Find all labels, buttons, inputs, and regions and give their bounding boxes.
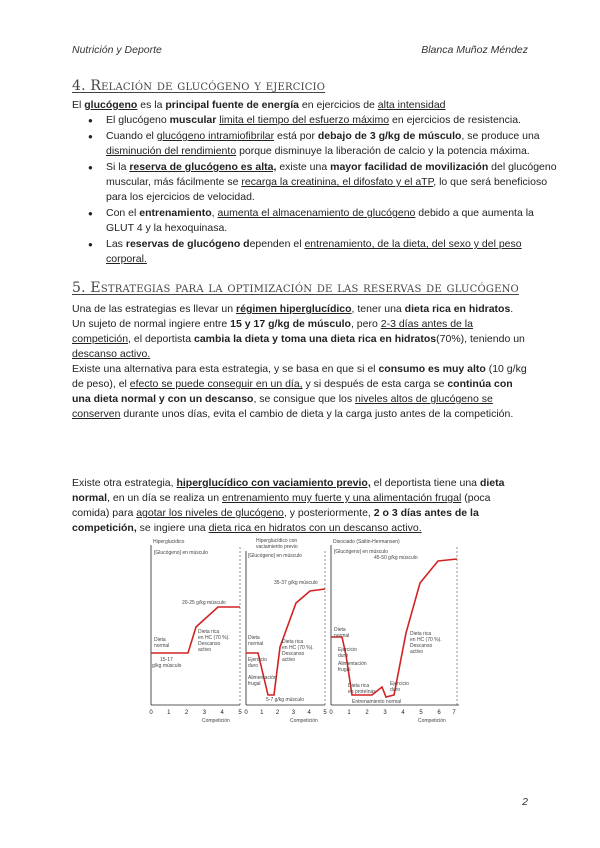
panel-1-normal-label-1: Dieta: [154, 637, 166, 643]
list-item: ● Si la reserva de glucógeno es alta, existe una mayor facilidad de movilización del glucógeno muscular, más fácilmente se recarga la creatinina, el difosfato y el aTP, lo que será beneficioso para los ejercicios de velocidad.: [106, 160, 562, 205]
panel-3-protein-label-2: en proteínas: [348, 689, 376, 695]
panel-3-exercise-label-1: Ejercicio: [338, 647, 357, 653]
panel-3-tick: 6: [437, 710, 441, 716]
panel-1-ylabel: [Glucógeno] en músculo: [154, 550, 208, 556]
panel-3-tick: 5: [419, 710, 423, 716]
panel-2-tick: 5: [323, 710, 327, 716]
panel-1-tick: 3: [202, 710, 207, 716]
panel-1-tick: 1: [167, 710, 171, 716]
panel-3-protein-label-1: Dieta rica: [348, 683, 370, 689]
panel-3-rich-label-4: activo: [410, 649, 424, 655]
panel-3-normal-label-1: Dieta: [334, 627, 346, 633]
panel-1-rich-label-2: en HC (70 %).: [198, 635, 230, 641]
panel-1-tick: 2: [184, 710, 189, 716]
panel-1-normal-label-2: normal: [154, 643, 170, 649]
panel-3-frugal-label-2: frugal: [338, 667, 351, 673]
panel-3-tick: 1: [347, 710, 351, 716]
panel-2-normal-label-2: normal: [248, 641, 264, 647]
panel-1-title: Hiperglucidico: [153, 539, 185, 545]
list-item: ● Las reservas de glucógeno dependen el entrenamiento, de la dieta, del sexo y del peso corporal.: [106, 237, 562, 267]
panel-2-low-label: 5-7 g/kg músculo: [266, 697, 305, 703]
section-5-title: 5. Estrategias para la optimización de las reservas de glucógeno: [72, 280, 519, 296]
panel-2-frugal-label-1: Alimentación: [248, 675, 277, 681]
panel-2-exercise-label-1: Ejercicio: [248, 657, 267, 663]
panel-2-normal-label-1: Dieta: [248, 635, 260, 641]
panel-1-base-label-2: g/kg músculo: [152, 663, 182, 669]
panel-3-xlabel: Competición: [418, 718, 446, 723]
panel-3-exercise-label-3: Ejercicio: [390, 681, 409, 687]
glycogen-strategies-figure: [148, 537, 460, 723]
panel-vaciamiento-previo: [244, 538, 327, 723]
panel-hiperglucidico: [149, 539, 242, 723]
panel-3-exercise-label-2: duro: [338, 653, 349, 659]
panel-1-rich-label-1: Dieta rica: [198, 629, 220, 635]
panel-3-tick: 2: [365, 710, 369, 716]
panel-2-xlabel: Competición: [290, 718, 318, 723]
panel-2-high-label: 35-37 g/kg músculo: [274, 580, 318, 586]
glycogen-strategies-diagram: [148, 537, 460, 723]
panel-3-frugal-label-1: Alimentación: [338, 661, 367, 667]
panel-3-tick: 0: [329, 710, 333, 716]
panel-1-rich-label-4: activo: [198, 647, 212, 653]
header-author-name: Blanca Muñoz Méndez: [421, 44, 528, 56]
panel-2-tick: 1: [260, 710, 264, 716]
list-item: ● El glucógeno muscular limita el tiempo del esfuerzo máximo en ejercicios de resistencia.: [106, 113, 562, 128]
page-number: 2: [522, 796, 528, 808]
section-5-paragraph-2: Existe una alternativa para esta estrategia, y se basa en que si el consumo es muy alto (10 g/kg de peso), el efecto se puede conseguir en un día, y si después de esta carga se continúa con una dieta normal y con un descanso, se consigue que los niveles altos de glucógeno se conserven durante unos días, evita el cambio de dieta y la carga justo antes de la competición.: [72, 363, 527, 420]
panel-2-ylabel: [Glucógeno] en músculo: [248, 553, 302, 559]
panel-2-title-1: Hiperglucídico con: [256, 538, 298, 544]
panel-2-rich-label-4: activo: [282, 657, 296, 663]
panel-3-exercise-label-4: duro: [390, 687, 401, 693]
section-4-bullet-list: [72, 113, 562, 268]
section-4-title: 4. Relación de glucógeno y ejercicio: [72, 78, 326, 94]
panel-3-rich-label-3: Descanso: [410, 643, 433, 649]
panel-3-tick: 3: [383, 710, 387, 716]
panel-3-rich-label-1: Dieta rica: [410, 631, 432, 637]
panel-2-frugal-label-2: frugal: [248, 681, 261, 687]
panel-2-title-2: vaciamiento previo: [256, 544, 298, 550]
header-author-subject: Nutrición y Deporte: [72, 44, 162, 56]
section-5-paragraph-1: Una de las estrategias es llevar un régimen hiperglucídico, tener una dieta rica en hidratos. Un sujeto de normal ingiere entre 15 y 17 g/kg de músculo, pero 2-3 días antes de la competición, el deportista cambia la dieta y toma una dieta rica en hidratos(70%), teniendo un descanso activo.: [72, 303, 525, 360]
list-item: ● Con el entrenamiento, aumenta el almacenamiento de glucógeno debido a que aumenta la GLUT 4 y la hexoquinasa.: [106, 206, 562, 236]
panel-1-base-label-1: 15-17: [160, 657, 173, 663]
section-5-paragraph-3: Existe otra estrategia, hiperglucídico con vaciamiento previo, el deportista tiene una dieta normal, en un día se realiza un entrenamiento muy fuerte y una alimentación frugal (poca comida) para agotar los niveles de glucógeno, y posteriormente, 2 o 3 días antes de la competición, se ingiere una dieta rica en hidratos con un descanso activo.: [72, 477, 505, 534]
panel-1-high-label: 20-25 g/kg músculo: [182, 600, 226, 606]
panel-3-ylabel: [Glucógeno] en músculo: [334, 549, 388, 555]
panel-1-tick: 0: [149, 710, 153, 716]
panel-3-training-label: Entrenamiento normal: [352, 699, 402, 705]
panel-2-tick: 0: [244, 710, 248, 716]
panel-3-rich-label-2: en HC (70 %).: [410, 637, 442, 643]
panel-2-rich-label-1: Dieta rica: [282, 639, 304, 645]
panel-1-tick: 4: [220, 710, 224, 716]
panel-3-high-label: 45-50 g/kg músculo: [374, 555, 418, 561]
list-item: ● Cuando el glucógeno intramiofibrilar está por debajo de 3 g/kg de músculo, se produce una disminución del rendimiento porque disminuye la liberación de calcio y la potencia máxima.: [106, 129, 562, 159]
panel-3-normal-label-2: normal: [334, 633, 350, 639]
panel-3-title: Disociado (Saltin-Hermansen): [333, 539, 400, 545]
panel-2-tick: 4: [307, 710, 311, 716]
panel-2-tick: 3: [291, 710, 296, 716]
panel-disociado: [329, 539, 459, 723]
panel-2-rich-label-3: Descanso: [282, 651, 305, 657]
panel-2-rich-label-2: en HC (70 %).: [282, 645, 314, 651]
section-4-intro: El glucógeno es la principal fuente de energía en ejercicios de alta intensidad: [72, 99, 446, 111]
panel-3-tick: 7: [452, 710, 456, 716]
panel-2-tick: 2: [275, 710, 280, 716]
panel-3-tick: 4: [401, 710, 405, 716]
panel-1-rich-label-3: Descanso: [198, 641, 221, 647]
panel-2-exercise-label-2: duro: [248, 663, 259, 669]
panel-1-tick: 5: [238, 710, 242, 716]
panel-1-xlabel: Competición: [202, 718, 230, 723]
